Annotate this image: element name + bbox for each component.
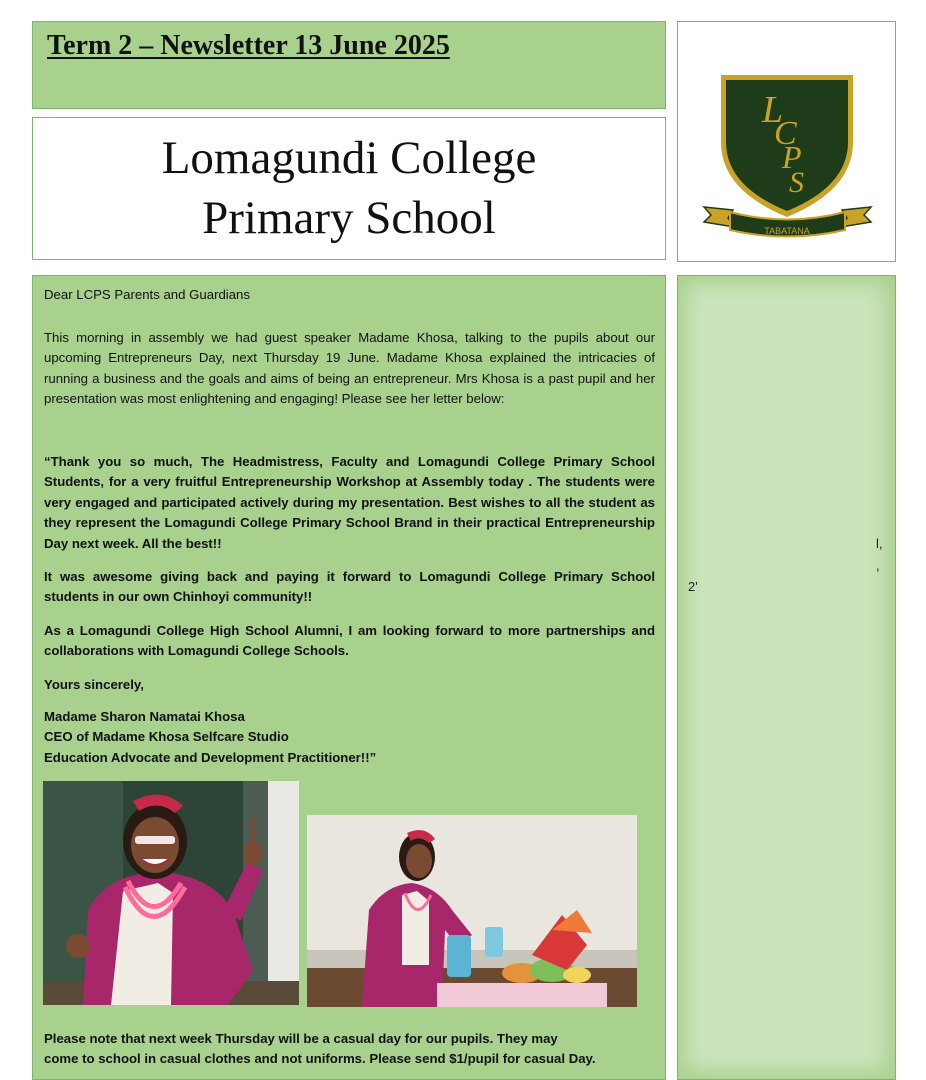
sidebar-fragment-3: 2' — [688, 579, 698, 594]
logo-motto: TABATANA — [764, 226, 810, 236]
casual-day-line-2: come to school in casual clothes and not uniforms. Please send $1/pupil for casual Day. — [44, 1051, 596, 1067]
casual-day-line-1: Please note that next week Thursday will be a casual day for our pupils. They may — [44, 1031, 558, 1046]
svg-text:P: P — [782, 139, 802, 175]
sidebar-fragment-2: , — [876, 558, 880, 573]
main-content-panel — [32, 275, 666, 1080]
speaker-photo-1 — [43, 781, 299, 1005]
letter-greeting: Dear LCPS Parents and Guardians — [44, 287, 250, 302]
header-band — [32, 21, 666, 109]
svg-text:C: C — [774, 115, 797, 152]
signature-name: Madame Sharon Namatai Khosa — [44, 709, 245, 724]
quote-paragraph-1: “Thank you so much, The Headmistress, Faculty and Lomagundi College Primary School Students, for a very fruitful Entrepreneurship Workshop at Assembly today . The students were very engaged and participated actively during my presentation. Best wishes to all the student as they represent the Lomagundi College Primary School Brand in their practical Entrepreneurship Day next week. All the best!! — [44, 454, 655, 551]
quote-paragraph-2: It was awesome giving back and paying it forward to Lomagundi College Primary School students in our own Chinhoyi community!! — [44, 569, 655, 605]
signature-block — [44, 707, 655, 768]
school-name — [33, 128, 665, 248]
signature-title-2: Education Advocate and Development Practitioner!!” — [44, 749, 377, 765]
letter-closing: Yours sincerely, — [44, 677, 144, 692]
redaction-blur — [686, 284, 885, 1071]
school-name-box — [32, 117, 666, 260]
sidebar-fragment-1: l, — [876, 536, 883, 551]
sidebar-redacted-panel — [677, 275, 896, 1080]
speaker-photo-2 — [307, 815, 637, 1007]
signature-title-1: CEO of Madame Khosa Selfcare Studio — [44, 729, 289, 745]
school-name-line1: Lomagundi College — [161, 132, 537, 184]
intro-paragraph: This morning in assembly we had guest speaker Madame Khosa, talking to the pupils about our upcoming Entrepreneurs Day, next Thursday 19 June. Madame Khosa explained the intricacies of running a business and the goals and aims of being an entrepreneur. Mrs Khosa is a past pupil and her presentation was most enlightening and engaging! Please see her letter below: — [44, 330, 655, 407]
svg-text:S: S — [789, 166, 804, 199]
school-name-line2: Primary School — [202, 192, 496, 244]
school-crest-logo — [678, 22, 897, 263]
newsletter-title: Term 2 – Newsletter 13 June 2025 — [47, 30, 450, 61]
svg-text:L: L — [762, 89, 784, 131]
casual-day-notice — [44, 1029, 655, 1070]
logo-box — [677, 21, 896, 262]
quote-paragraph-3: As a Lomagundi College High School Alumni, I am looking forward to more partnerships and collaborations with Lomagundi College Schools. — [44, 623, 655, 659]
